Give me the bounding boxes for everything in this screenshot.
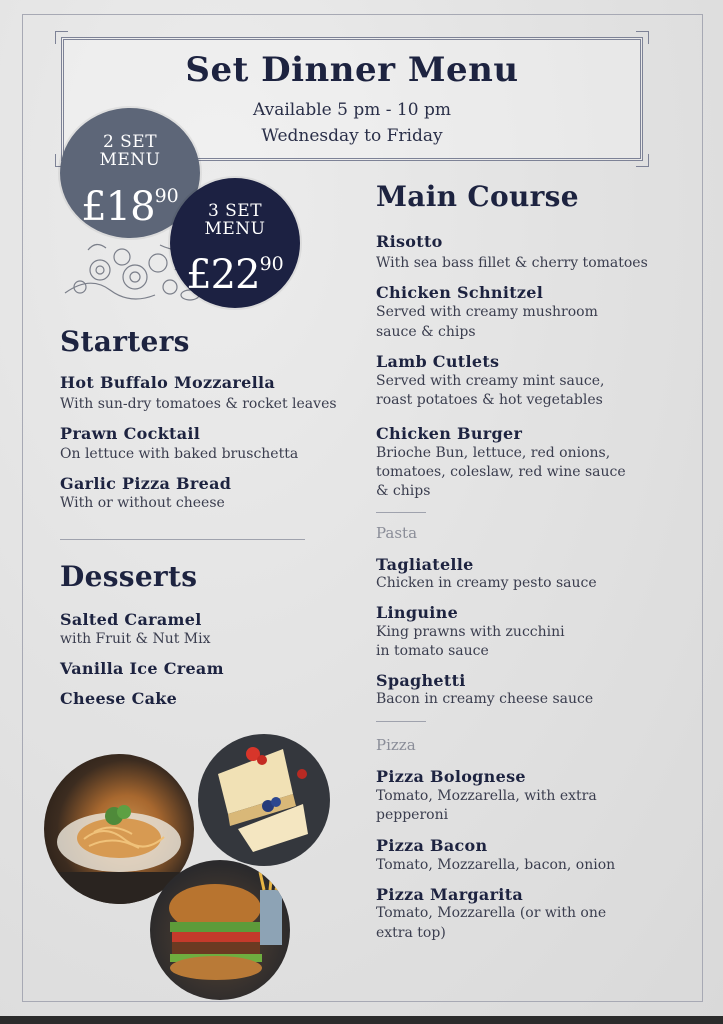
availability-hours: Available 5 pm - 10 pm: [253, 100, 451, 120]
menu-item-name: Salted Caramel: [60, 610, 202, 629]
menu-item-name: Garlic Pizza Bread: [60, 474, 232, 493]
menu-item-desc: Tomato, Mozzarella, with extra: [376, 788, 597, 804]
menu-item-name: Prawn Cocktail: [60, 424, 201, 443]
menu-item-name: Tagliatelle: [376, 555, 474, 574]
menu-item-desc: With sea bass fillet & cherry tomatoes: [376, 255, 648, 271]
divider: [60, 539, 305, 540]
menu-item-desc: extra top): [376, 925, 446, 941]
menu-item-desc: Brioche Bun, lettuce, red onions,: [376, 445, 611, 461]
menu-item-desc: With or without cheese: [60, 495, 225, 511]
menu-item-name: Chicken Burger: [376, 424, 523, 443]
menu-item-desc: Chicken in creamy pesto sauce: [376, 575, 597, 591]
three-set-menu-badge: [170, 178, 300, 308]
menu-item-desc: with Fruit & Nut Mix: [60, 631, 211, 647]
menu-item-desc: tomatoes, coleslaw, red wine sauce: [376, 464, 626, 480]
divider: [376, 512, 426, 513]
menu-item-desc: Served with creamy mint sauce,: [376, 373, 605, 389]
pizza-heading: Pizza: [376, 736, 416, 754]
menu-item-desc: Tomato, Mozzarella, bacon, onion: [376, 857, 616, 873]
menu-item-name: Cheese Cake: [60, 689, 178, 708]
menu-item-name: Pizza Margarita: [376, 885, 524, 904]
menu-item-desc: King prawns with zucchini: [376, 624, 565, 640]
menu-item-desc: & chips: [376, 483, 431, 499]
cheesecake-photo: [198, 734, 330, 866]
menu-item-desc: roast potatoes & hot vegetables: [376, 392, 603, 408]
badge-label: 3 SET: [207, 201, 263, 221]
pasta-heading: Pasta: [376, 524, 418, 542]
menu-item-desc: in tomato sauce: [376, 643, 489, 659]
menu-item-name: Risotto: [376, 232, 443, 251]
menu-item-name: Pizza Bolognese: [376, 767, 526, 786]
badge-label: 2 SET: [102, 132, 158, 152]
menu-item-name: Hot Buffalo Mozzarella: [60, 373, 276, 392]
menu-item-name: Linguine: [376, 603, 459, 622]
menu-item-desc: Tomato, Mozzarella (or with one: [376, 905, 607, 921]
badge-label: MENU: [99, 150, 161, 170]
menu-item-name: Pizza Bacon: [376, 836, 488, 855]
menu-item-desc: Served with creamy mushroom: [376, 304, 598, 320]
bottom-edge: [0, 1016, 723, 1024]
badge-label: MENU: [204, 219, 266, 239]
desserts-heading: Desserts: [60, 560, 198, 593]
menu-item-desc: Bacon in creamy cheese sauce: [376, 691, 594, 707]
menu-item-desc: pepperoni: [376, 807, 449, 823]
main-course-heading: Main Course: [376, 180, 579, 213]
menu-item-desc: On lettuce with baked bruschetta: [60, 446, 299, 462]
menu-title: Set Dinner Menu: [185, 50, 519, 90]
menu-item-name: Chicken Schnitzel: [376, 283, 544, 302]
burger-photo: [150, 860, 290, 1000]
food-photos: [40, 732, 340, 1002]
menu-item-desc: sauce & chips: [376, 324, 476, 340]
three-set-price: $£22^{90}$: [186, 252, 284, 298]
divider: [376, 721, 426, 722]
menu-item-desc: With sun-dry tomatoes & rocket leaves: [60, 396, 337, 412]
availability-days: Wednesday to Friday: [261, 126, 443, 146]
menu-item-name: Vanilla Ice Cream: [60, 659, 224, 678]
menu-item-name: Lamb Cutlets: [376, 352, 500, 371]
two-set-price: $£18^{90}$: [81, 184, 179, 230]
menu-item-name: Spaghetti: [376, 671, 466, 690]
starters-heading: Starters: [60, 325, 190, 358]
